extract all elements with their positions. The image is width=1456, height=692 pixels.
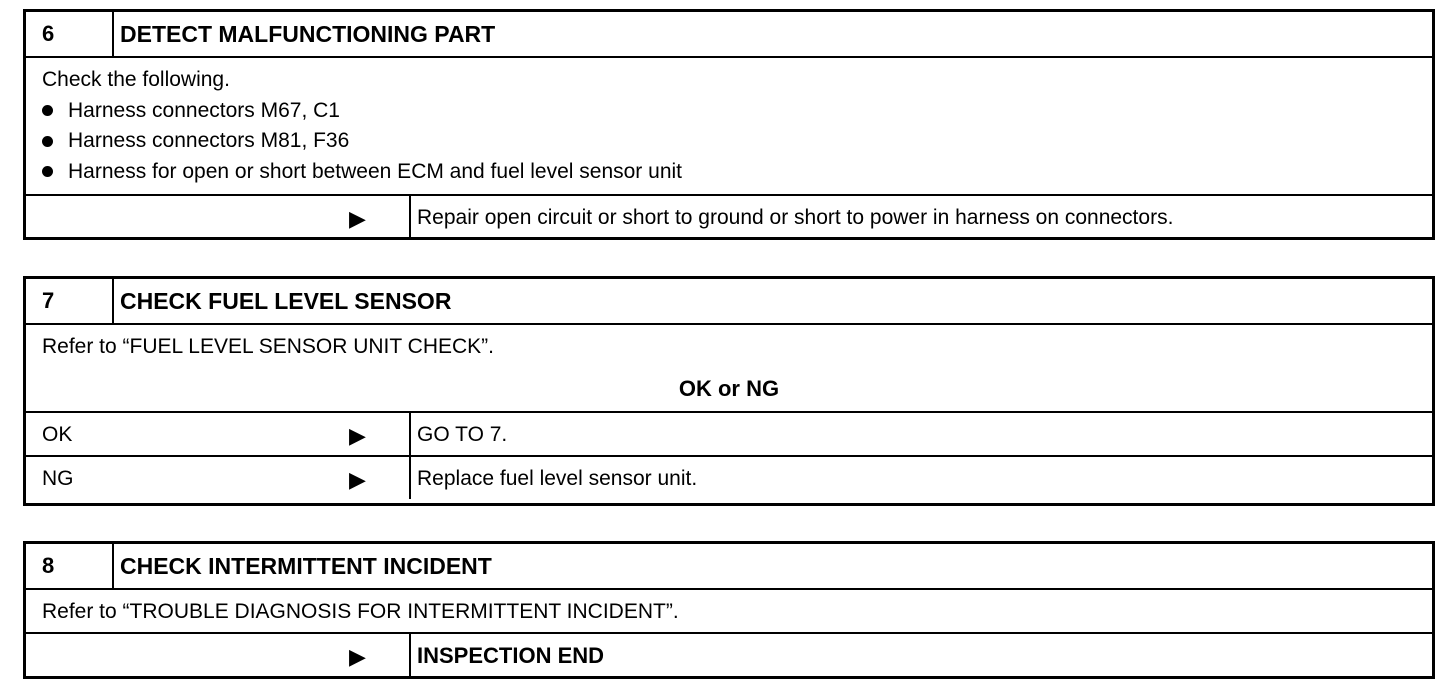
step-number: 6 bbox=[26, 12, 114, 56]
step-body bbox=[26, 56, 1432, 194]
result-condition bbox=[26, 457, 411, 499]
result-row bbox=[26, 194, 1432, 238]
step-title: DETECT MALFUNCTIONING PART bbox=[120, 21, 496, 47]
arrow-right-icon: ▶ bbox=[349, 644, 366, 669]
step-instruction: Refer to “FUEL LEVEL SENSOR UNIT CHECK”. bbox=[26, 323, 1432, 367]
list-item-text: Harness connectors M81, F36 bbox=[68, 129, 350, 152]
step-number: 8 bbox=[26, 544, 114, 588]
list-item bbox=[42, 126, 1416, 157]
arrow-right-icon: ▶ bbox=[349, 467, 366, 492]
result-condition bbox=[26, 413, 411, 455]
arrow-right-icon: ▶ bbox=[349, 206, 366, 231]
step-title: CHECK FUEL LEVEL SENSOR bbox=[120, 288, 452, 314]
result-action: INSPECTION END bbox=[417, 643, 605, 668]
result-condition bbox=[26, 196, 411, 238]
step-6-table bbox=[23, 9, 1435, 240]
step-7-table bbox=[23, 276, 1435, 506]
step-number: 7 bbox=[26, 279, 114, 323]
list-item-text: Harness for open or short between ECM and fuel level sensor unit bbox=[68, 159, 682, 183]
result-action: Replace fuel level sensor unit. bbox=[417, 467, 698, 490]
bullet-icon bbox=[42, 105, 53, 116]
step-header bbox=[26, 12, 1432, 56]
list-item bbox=[42, 96, 1416, 127]
bullet-icon bbox=[42, 166, 53, 177]
result-row-ng bbox=[26, 455, 1432, 499]
result-action: GO TO 7. bbox=[417, 423, 508, 446]
step-8-table bbox=[23, 541, 1435, 679]
list-item-text: Harness connectors M67, C1 bbox=[68, 98, 340, 122]
result-row bbox=[26, 632, 1432, 676]
step-header bbox=[26, 279, 1432, 323]
result-row-ok bbox=[26, 411, 1432, 455]
result-label: NG bbox=[42, 467, 74, 490]
result-label: OK bbox=[42, 423, 73, 446]
step-header bbox=[26, 544, 1432, 588]
step-instruction: Refer to “TROUBLE DIAGNOSIS FOR INTERMITTENT INCIDENT”. bbox=[26, 588, 1432, 632]
check-intro: Check the following. bbox=[42, 68, 230, 91]
bullet-icon bbox=[42, 136, 53, 147]
result-action: Repair open circuit or short to ground or short to power in harness on connectors. bbox=[417, 206, 1174, 229]
list-item bbox=[42, 157, 1416, 188]
arrow-right-icon: ▶ bbox=[349, 423, 366, 448]
judgement-label: OK or NG bbox=[678, 376, 780, 401]
step-title: CHECK INTERMITTENT INCIDENT bbox=[120, 553, 492, 579]
result-condition bbox=[26, 634, 411, 676]
